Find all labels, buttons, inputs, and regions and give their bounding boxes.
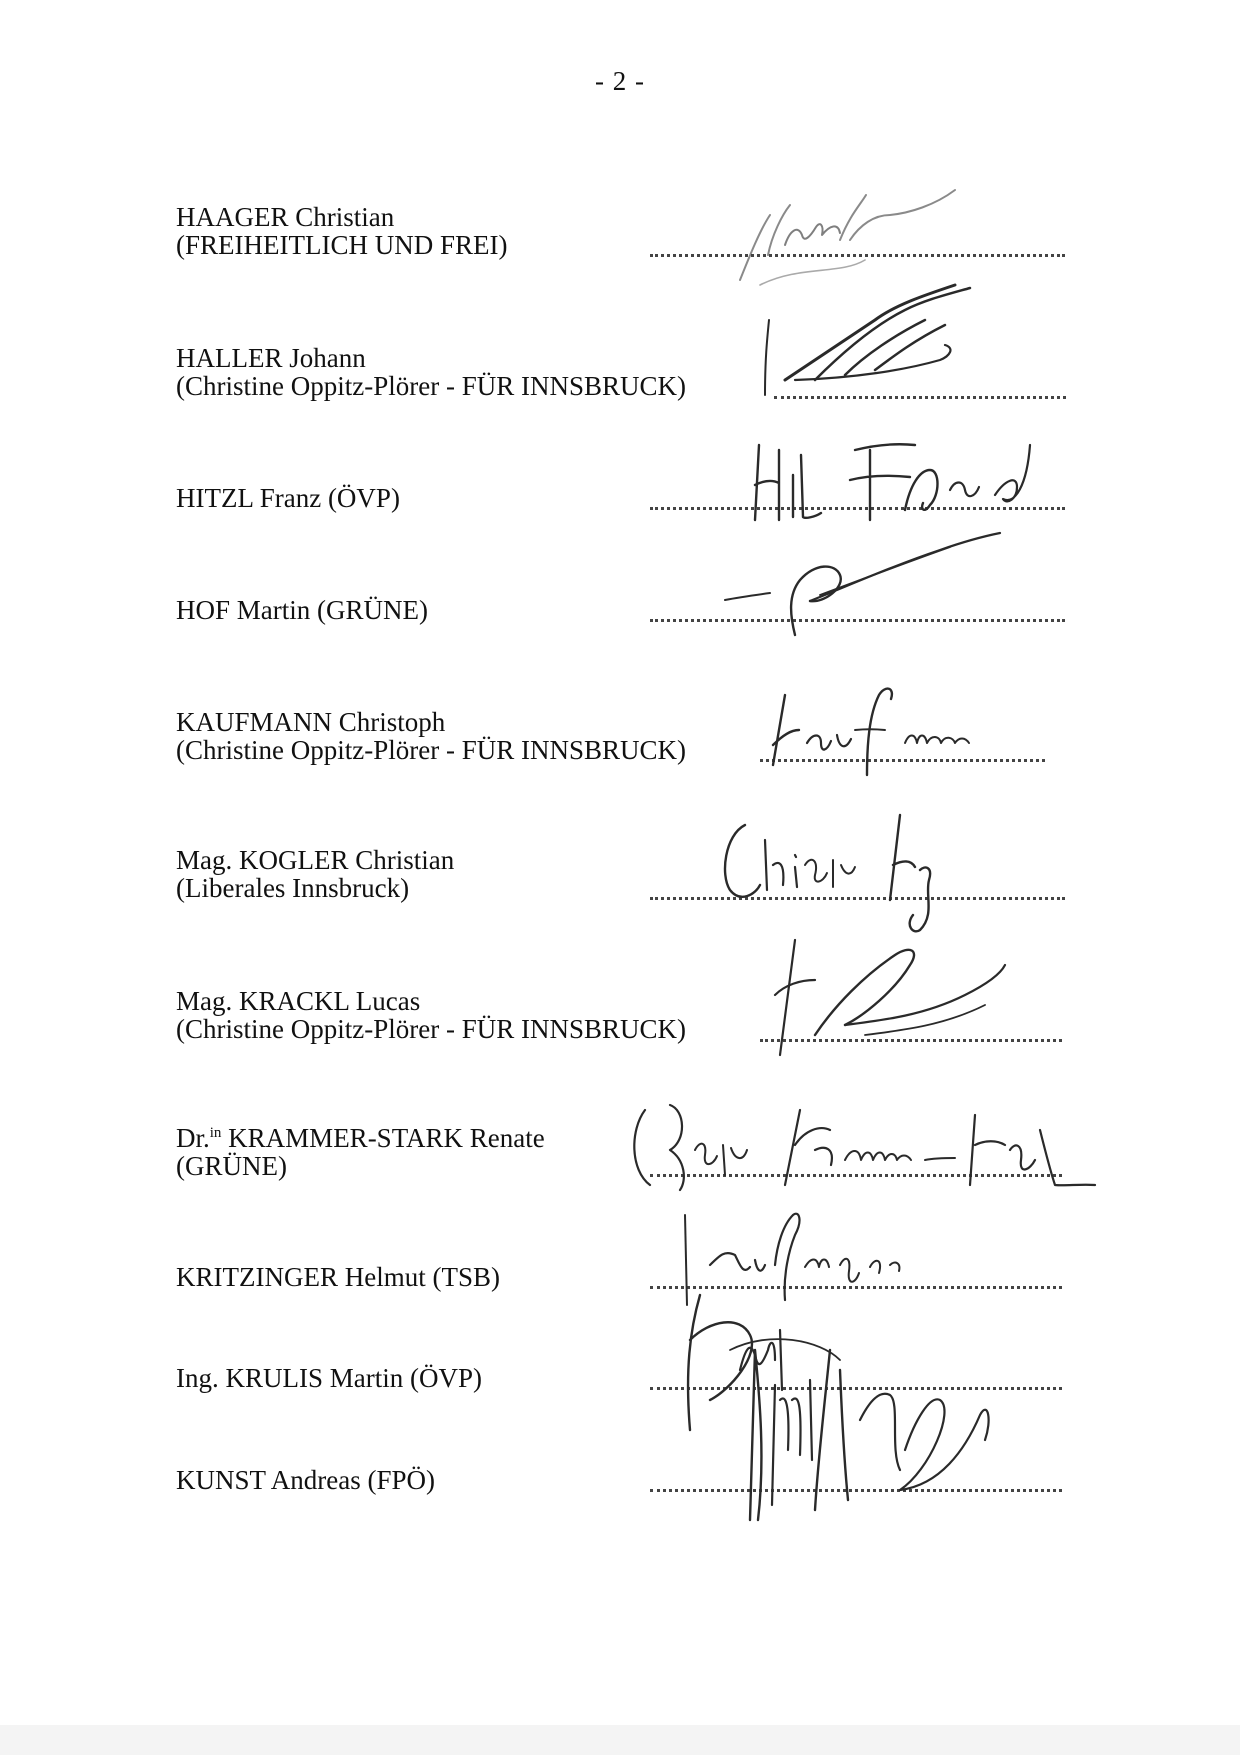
signatory-party: (GRÜNE)	[176, 1151, 287, 1181]
signature-krammer-stark-image	[625, 1090, 1095, 1205]
title-prefix-superscript: in	[209, 1125, 222, 1141]
page-number: - 2 -	[595, 66, 645, 96]
signatory-party: (Christine Oppitz-Plörer - FÜR INNSBRUCK)	[176, 735, 686, 765]
signature-hof-image	[720, 525, 1020, 650]
signatory-haller	[176, 344, 736, 400]
signatory-name: Mag. KRACKL Lucas	[176, 986, 421, 1016]
signatory-party: (Christine Oppitz-Plörer - FÜR INNSBRUCK)	[176, 371, 686, 401]
signatory-kaufmann	[176, 708, 736, 764]
signature-haller-image	[755, 280, 1015, 405]
signatory-name: Ing. KRULIS Martin (ÖVP)	[176, 1363, 482, 1393]
signature-kogler-image	[715, 805, 985, 940]
signature-kaufmann-image	[755, 675, 1015, 790]
signatory-name: KUNST Andreas (FPÖ)	[176, 1465, 436, 1495]
signatory-party: (Liberales Innsbruck)	[176, 873, 410, 903]
signatory-name: KAUFMANN Christoph	[176, 707, 446, 737]
signatory-name-text: KRAMMER-STARK Renate	[221, 1123, 545, 1153]
signature-hitzl-image	[745, 425, 1065, 540]
signatory-name: HOF Martin (GRÜNE)	[176, 595, 428, 625]
signatory-name: HAAGER Christian	[176, 202, 395, 232]
signature-krackl-image	[745, 935, 1025, 1070]
signature-kunst-image	[730, 1340, 1010, 1535]
title-prefix: Dr.	[176, 1123, 210, 1153]
signatory-party: (FREIHEITLICH UND FREI)	[176, 230, 508, 260]
scan-bottom-edge	[0, 1725, 1240, 1755]
signatory-name: HALLER Johann	[176, 343, 366, 373]
signatory-krackl	[176, 987, 736, 1043]
signatory-name: Mag. KOGLER Christian	[176, 845, 455, 875]
signatory-party: (Christine Oppitz-Plörer - FÜR INNSBRUCK)	[176, 1014, 686, 1044]
signatory-name: HITZL Franz (ÖVP)	[176, 483, 400, 513]
signatory-name: KRITZINGER Helmut (TSB)	[176, 1262, 500, 1292]
